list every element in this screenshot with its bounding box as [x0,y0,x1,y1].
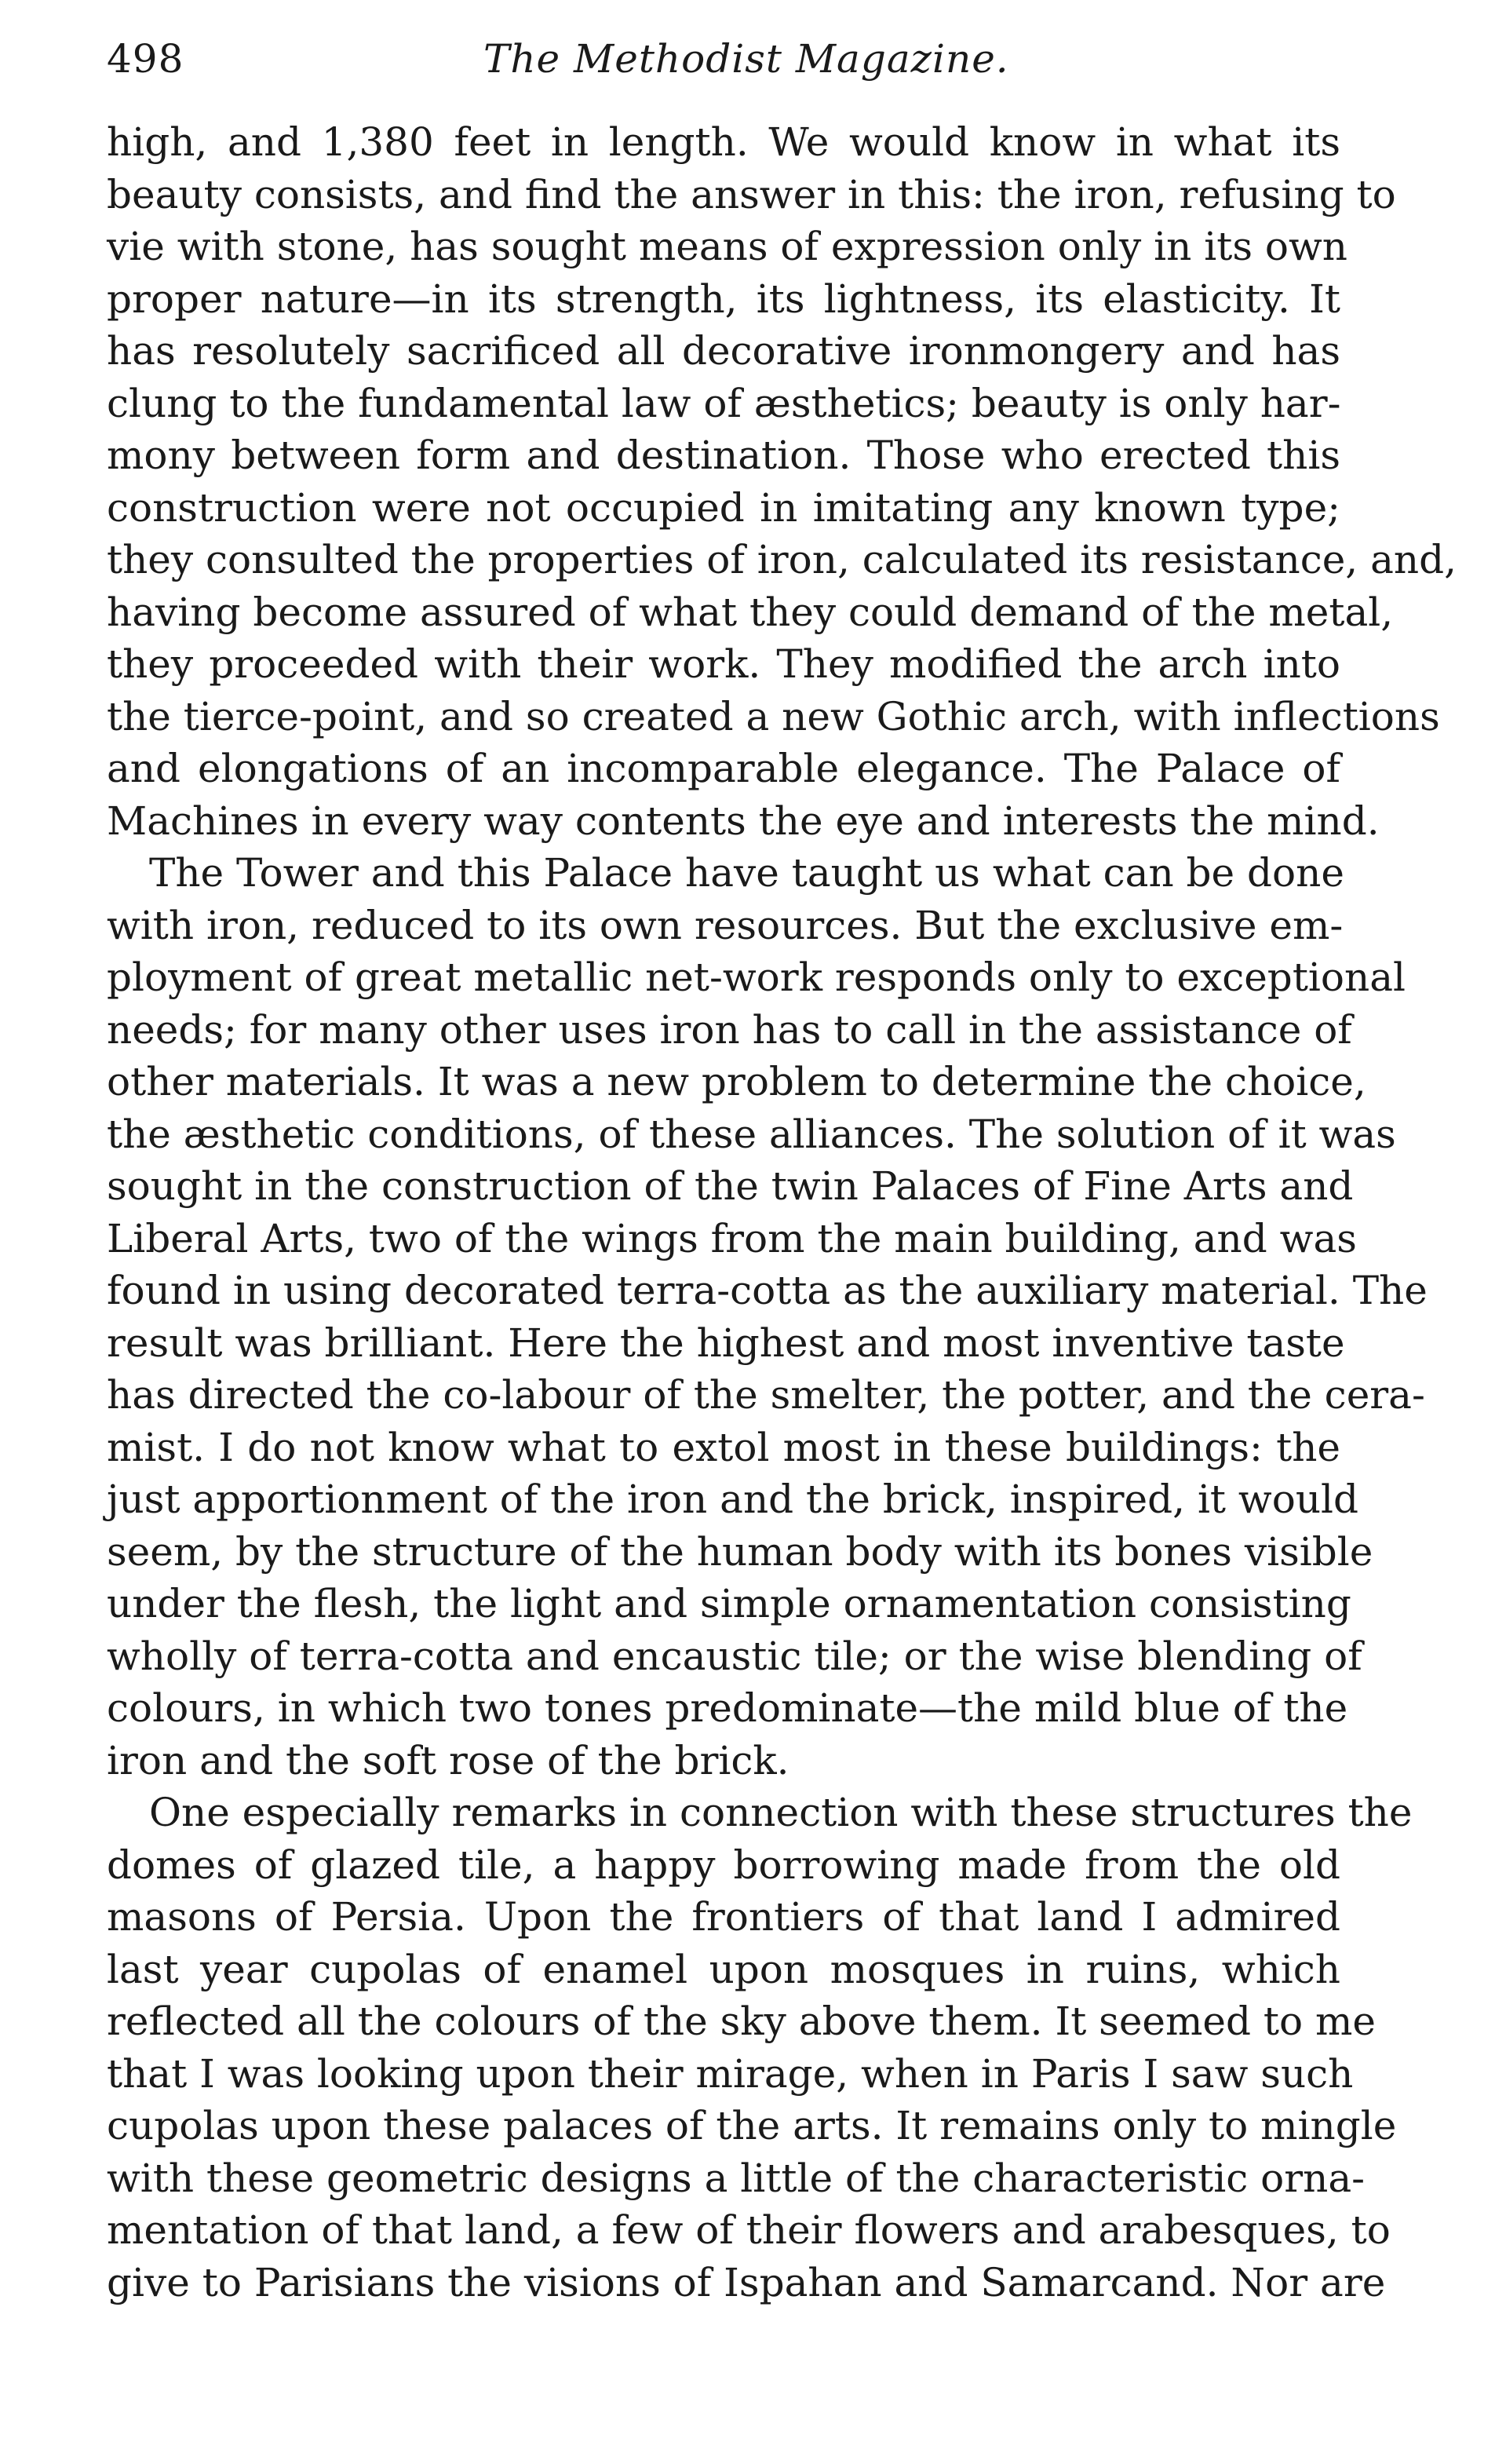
text-line: masons of Persia. Upon the frontiers of that land I admired [107,1894,1340,1940]
text-line: that I was looking upon their mirage, when in Paris I saw such [107,2050,1354,2097]
text-line: Machines in every way contents the eye and interests the mind. [107,798,1380,844]
text-line: seem, by the structure of the human body with its bones visible [107,1528,1373,1575]
page-number: 498 [107,36,184,82]
text-line: other materials. It was a new problem to determine the choice, [107,1059,1366,1104]
text-line: the æsthetic conditions, of these alliances. The solution of it was [107,1111,1396,1157]
text-line: found in using decorated terra-cotta as the auxiliary material. The [107,1268,1428,1313]
text-line: reflected all the colours of the sky above them. It seemed to me [107,1999,1377,2044]
text-line: just apportionment of the iron and the brick, inspired, it would [107,1477,1359,1522]
text-line: and elongations of an incomparable elegance. The Palace of [107,746,1340,791]
book-page [107,31,1457,2309]
text-line: Liberal Arts, two of the wings from the main building, and was [107,1215,1357,1261]
text-line: the tierce-point, and so created a new Gothic arch, with inflections [107,693,1440,739]
text-line: vie with stone, has sought means of expression only in its own [107,224,1347,269]
text-line: ployment of great metallic net-work responds only to exceptional [107,955,1406,1000]
text-line: has resolutely sacrificed all decorative ironmongery and has [107,328,1340,374]
body-text [107,116,1457,2309]
text-line: mist. I do not know what to extol most in these buildings: the [107,1424,1340,1470]
text-line: having become assured of what they could demand of the metal, [107,589,1394,635]
text-line: One especially remarks in connection with these structures the [149,1790,1413,1835]
text-line: sought in the construction of the twin Palaces of Fine Arts and [107,1163,1354,1209]
text-line: give to Parisians the visions of Ispahan and Samarcand. Nor are [107,2259,1386,2305]
text-line: colours, in which two tones predominate—the mild blue of the [107,1685,1348,1731]
text-line: with these geometric designs a little of the characteristic orna- [107,2155,1366,2201]
text-line: clung to the fundamental law of æsthetics; beauty is only har- [107,380,1341,426]
text-line: high, and 1,380 feet in length. We would know in what its [107,119,1340,165]
running-title: The Methodist Magazine. [483,36,1009,82]
text-line: wholly of terra-cotta and encaustic tile; or the wise blending of [107,1633,1362,1679]
text-line: mony between form and destination. Those who erected this [107,433,1340,478]
paragraph-1 [107,116,1457,847]
text-line: iron and the soft rose of the brick. [107,1737,789,1783]
text-line: mentation of that land, a few of their flowers and arabesques, to [107,2207,1391,2253]
page-header [107,31,1340,116]
paragraph-2 [107,847,1428,1787]
text-line: domes of glazed tile, a happy borrowing made from the old [107,1842,1340,1888]
text-line: they consulted the properties of iron, calculated its resistance, and, [107,537,1457,582]
paragraph-3 [107,1787,1413,2309]
text-line: needs; for many other uses iron has to call in the assistance of [107,1006,1352,1053]
text-line: The Tower and this Palace have taught us what can be done [149,850,1344,896]
text-line: beauty consists, and find the answer in this: the iron, refusing to [107,171,1396,217]
text-line: cupolas upon these palaces of the arts. It remains only to mingle [107,2103,1397,2148]
text-line: construction were not occupied in imitating any known type; [107,484,1340,531]
text-line: they proceeded with their work. They modified the arch into [107,641,1340,687]
text-line: proper nature—in its strength, its lightness, its elasticity. It [107,276,1340,322]
text-line: last year cupolas of enamel upon mosques in ruins, which [107,1946,1340,1992]
text-line: result was brilliant. Here the highest and most inventive taste [107,1320,1345,1366]
text-line: has directed the co-labour of the smelter, the potter, and the cera- [107,1372,1425,1418]
text-line: under the flesh, the light and simple ornamentation consisting [107,1581,1351,1626]
text-line: with iron, reduced to its own resources. But the exclusive em- [107,902,1344,948]
